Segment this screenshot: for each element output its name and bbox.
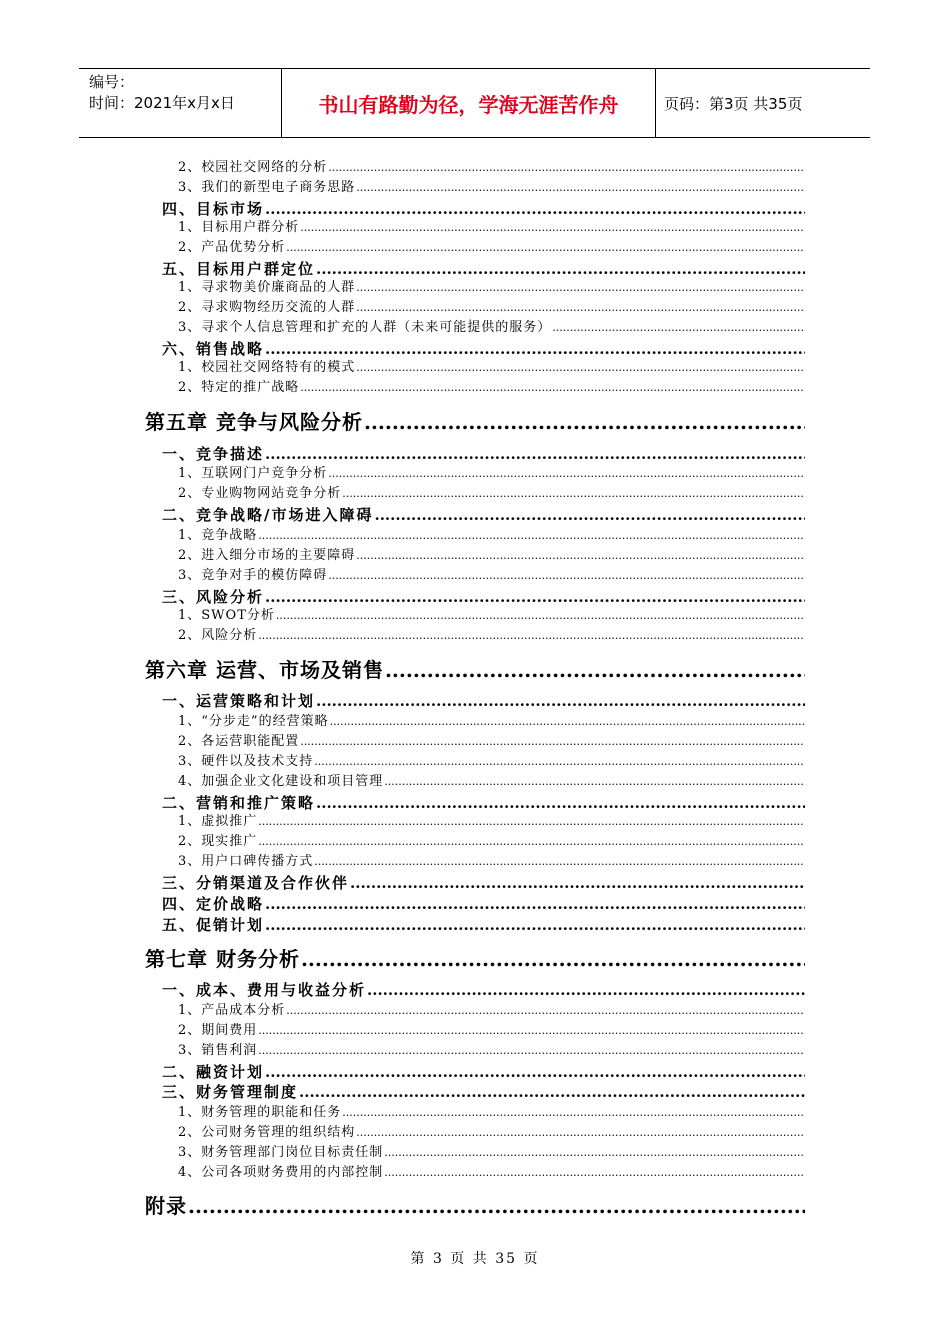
toc-leader-dots (276, 607, 805, 625)
toc-leader-dots (342, 485, 805, 503)
toc-item (178, 377, 805, 397)
toc-leader-dots (367, 980, 805, 1000)
toc-entry-title: 六、销售战略 (162, 340, 265, 358)
toc-entry-title: 4、加强企业文化建设和项目管理 (178, 774, 384, 789)
toc-entry-title: 五、促销计划 (162, 916, 265, 934)
toc-leader-dots (350, 873, 805, 893)
toc-leader-dots (286, 1002, 805, 1020)
toc-chapter (145, 406, 805, 436)
toc-leader-dots (385, 656, 805, 684)
toc-item (178, 625, 805, 645)
toc-item (178, 483, 805, 503)
toc-entry-title: 2、产品优势分析 (178, 240, 286, 255)
toc-leader-dots (258, 833, 805, 851)
toc-entry-title: 3、财务管理部门岗位目标责任制 (178, 1145, 384, 1160)
toc-leader-dots (300, 733, 805, 751)
toc-section (162, 979, 805, 1000)
toc-leader-dots (356, 179, 805, 197)
toc-leader-dots (301, 945, 805, 973)
toc-leader-dots (384, 1144, 805, 1162)
toc-chapter (145, 1190, 805, 1220)
toc-leader-dots (384, 1164, 805, 1182)
toc-section (162, 872, 805, 893)
toc-leader-dots (258, 1042, 805, 1060)
number-label: 编号： (89, 73, 135, 91)
toc-entry-title: 二、竞争战略/市场进入障碍 (162, 506, 374, 524)
toc-entry-title: 二、融资计划 (162, 1063, 265, 1081)
toc-item (178, 1142, 805, 1162)
toc-entry-title: 2、公司财务管理的组织结构 (178, 1125, 356, 1140)
toc-leader-dots (356, 299, 805, 317)
toc-leader-dots (316, 259, 805, 279)
toc-item (178, 277, 805, 297)
toc-section (162, 690, 805, 711)
toc-entry-title: 2、现实推广 (178, 834, 258, 849)
toc-item (178, 851, 805, 871)
toc-leader-dots (314, 753, 805, 771)
toc-item (178, 605, 805, 625)
toc-entry-title: 2、寻求购物经历交流的人群 (178, 300, 356, 315)
toc-section (162, 1081, 805, 1102)
toc-leader-dots (258, 627, 805, 645)
toc-leader-dots (328, 465, 805, 483)
toc-entry-title: 2、专业购物网站竞争分析 (178, 486, 342, 501)
toc-section (162, 586, 805, 607)
toc-entry-title: 第七章 财务分析 (145, 947, 300, 971)
toc-section (162, 914, 805, 935)
toc-item (178, 831, 805, 851)
toc-entry-title: 二、营销和推广策略 (162, 794, 316, 812)
toc-item (178, 771, 805, 791)
toc-leader-dots (300, 219, 805, 237)
toc-leader-dots (342, 1104, 805, 1122)
toc-item (178, 751, 805, 771)
toc-entry-title: 1、互联网门户竞争分析 (178, 466, 328, 481)
toc-entry-title: 2、校园社交网络的分析 (178, 160, 328, 175)
toc-entry-title: 1、SWOT分析 (178, 608, 275, 623)
toc-entry-title: 4、公司各项财务费用的内部控制 (178, 1165, 384, 1180)
toc-item (178, 731, 805, 751)
toc-item (178, 1020, 805, 1040)
toc-entry-title: 一、运营策略和计划 (162, 692, 316, 710)
toc-item (178, 1000, 805, 1020)
toc-entry-title: 1、校园社交网络特有的模式 (178, 360, 356, 375)
toc-section (162, 1061, 805, 1082)
toc-entry-title: 2、期间费用 (178, 1023, 258, 1038)
toc-leader-dots (364, 408, 805, 436)
toc-chapter (145, 943, 805, 973)
toc-item (178, 463, 805, 483)
toc-entry-title: 1、产品成本分析 (178, 1003, 286, 1018)
toc-item (178, 1040, 805, 1060)
toc-item (178, 177, 805, 197)
toc-entry-title: 三、财务管理制度 (162, 1083, 299, 1101)
toc-entry-title: 2、各运营职能配置 (178, 734, 300, 749)
toc-section (162, 443, 805, 464)
toc-leader-dots (356, 547, 805, 565)
toc-item (178, 1162, 805, 1182)
toc-entry-title: 一、成本、费用与收益分析 (162, 981, 367, 999)
toc-entry-title: 四、定价战略 (162, 895, 265, 913)
toc-item (178, 317, 805, 337)
toc-entry-title: 3、寻求个人信息管理和扩充的人群（未来可能提供的服务） (178, 320, 552, 335)
toc-item (178, 711, 805, 731)
toc-entry-title: 第五章 竞争与风险分析 (145, 410, 363, 434)
toc-leader-dots (356, 359, 805, 377)
toc-leader-dots (330, 713, 805, 731)
toc-entry-title: 1、虚拟推广 (178, 814, 258, 829)
toc-leader-dots (265, 1062, 805, 1082)
date-label: 时间：2021年x月x日 (89, 94, 235, 112)
toc-leader-dots (300, 379, 805, 397)
header-motto: 书山有路勤为径，学海无涯苦作舟 (281, 69, 656, 137)
toc-leader-dots (299, 1082, 805, 1102)
toc-entry-title: 三、分销渠道及合作伙伴 (162, 874, 350, 892)
toc-entry-title: 四、目标市场 (162, 200, 265, 218)
toc-entry-title: 附录 (145, 1194, 187, 1218)
toc-entry-title: 第六章 运营、市场及销售 (145, 658, 384, 682)
toc-leader-dots (374, 505, 805, 525)
toc-entry-title: 一、竞争描述 (162, 445, 265, 463)
toc-entry-title: 3、用户口碑传播方式 (178, 854, 314, 869)
toc-entry-title: 3、竞争对手的模仿障碍 (178, 568, 328, 583)
toc-item (178, 1102, 805, 1122)
page-footer: 第 3 页 共 35 页 (410, 1251, 540, 1267)
toc-leader-dots (316, 691, 805, 711)
toc-leader-dots (258, 1022, 805, 1040)
toc-entry-title: 1、目标用户群分析 (178, 220, 300, 235)
toc-section (162, 338, 805, 359)
toc-leader-dots (328, 567, 805, 585)
toc-leader-dots (552, 319, 805, 337)
toc-leader-dots (265, 894, 805, 914)
toc-leader-dots (265, 587, 805, 607)
toc-entry-title: 1、“分步走”的经营策略 (178, 714, 329, 729)
toc-item (178, 811, 805, 831)
toc-leader-dots (265, 915, 805, 935)
toc-item (178, 545, 805, 565)
toc-leader-dots (286, 239, 805, 257)
toc-entry-title: 2、风险分析 (178, 628, 258, 643)
toc-entry-title: 五、目标用户群定位 (162, 260, 316, 278)
toc-section (162, 258, 805, 279)
toc-section (162, 792, 805, 813)
toc-entry-title: 3、我们的新型电子商务思路 (178, 180, 356, 195)
toc-entry-title: 1、寻求物美价廉商品的人群 (178, 280, 356, 295)
toc-section (162, 198, 805, 219)
toc-item (178, 237, 805, 257)
toc-chapter (145, 654, 805, 684)
toc-item (178, 297, 805, 317)
toc-section (162, 893, 805, 914)
toc-item (178, 217, 805, 237)
toc-leader-dots (265, 444, 805, 464)
toc-leader-dots (258, 527, 805, 545)
toc-leader-dots (314, 853, 805, 871)
toc-entry-title: 1、财务管理的职能和任务 (178, 1105, 342, 1120)
toc-entry-title: 3、销售利润 (178, 1043, 258, 1058)
toc-leader-dots (384, 773, 805, 791)
toc-section (162, 504, 805, 525)
toc-item (178, 157, 805, 177)
toc-leader-dots (356, 1124, 805, 1142)
toc-leader-dots (265, 339, 805, 359)
toc-entry-title: 三、风险分析 (162, 588, 265, 606)
toc-item (178, 357, 805, 377)
toc-entry-title: 2、进入细分市场的主要障碍 (178, 548, 356, 563)
toc-leader-dots (328, 159, 805, 177)
toc-leader-dots (356, 279, 805, 297)
toc-entry-title: 3、硬件以及技术支持 (178, 754, 314, 769)
toc-leader-dots (258, 813, 805, 831)
toc-leader-dots (188, 1192, 805, 1220)
toc-item (178, 565, 805, 585)
toc-entry-title: 1、竞争战略 (178, 528, 258, 543)
header-page-info: 页码：第3页 共35页 (664, 94, 803, 113)
toc-leader-dots (316, 793, 805, 813)
toc-item (178, 525, 805, 545)
toc-entry-title: 2、特定的推广战略 (178, 380, 300, 395)
toc-item (178, 1122, 805, 1142)
toc-leader-dots (265, 199, 805, 219)
